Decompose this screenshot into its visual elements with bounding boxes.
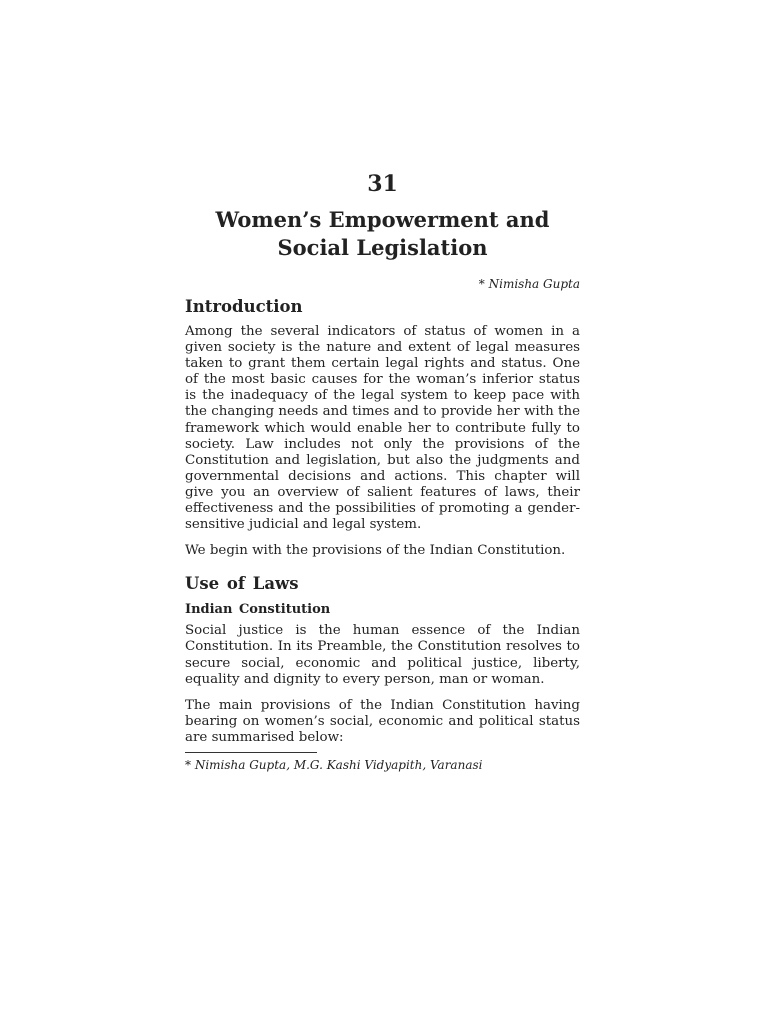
author-credit: * Nimisha Gupta [478,277,580,291]
subheading-indian-constitution: Indian Constitution [185,602,331,618]
footnote-divider [185,752,317,753]
paragraph-introduction-1: Among the several indicators of status of women in a given society is the nature and extent of legal measures taken to grant them certain legal rights and status. One of the most basic causes for the woman’s inferior status is the inadequacy of the legal system to keep pace with the changing needs and times and to provide her with the framework which would enable her to contribute fully to society. Law includes not only the provisions of the Constitution and legislation, but also the judgments and governmental decisions and actions. This chapter will give you an overview of salient features of laws, their effectiveness and the possibilities of promoting a gender- sensitive judicial and legal system. [185,324,580,533]
section-heading-introduction: Introduction [185,297,303,316]
chapter-number: 31 [367,171,398,197]
section-heading-use-of-laws: Use of Laws [185,574,299,594]
paragraph-use-of-laws-2: The main provisions of the Indian Constitution having bearing on women’s social, economic and political status are summarised below: [185,697,580,745]
chapter-title-line-1: Women’s Empowerment and [215,207,550,232]
document-page [185,170,580,773]
chapter-title [185,206,580,262]
chapter-title-line-2: Social Legislation [277,235,488,260]
paragraph-introduction-2: We begin with the provisions of the Indian Constitution. [185,543,566,559]
footnote: * Nimisha Gupta, M.G. Kashi Vidyapith, Varanasi [185,757,483,772]
paragraph-use-of-laws-1: Social justice is the human essence of the Indian Constitution. In its Preamble, the Constitution resolves to secure social, economic and political justice, liberty, equality and dignity to every person, man or woman. [185,623,580,687]
